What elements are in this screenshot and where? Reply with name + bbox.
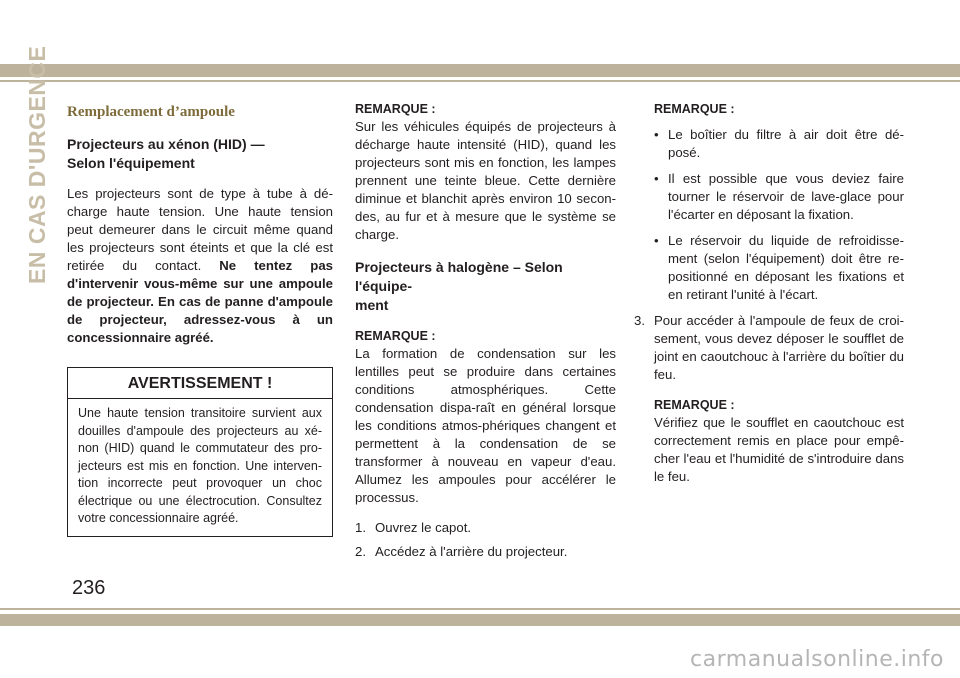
step-text: Ouvrez le capot.: [375, 520, 472, 535]
footer-color-band: [0, 614, 960, 626]
bullet-icon: •: [654, 127, 659, 142]
note-title: REMARQUE :: [355, 102, 436, 116]
bullet-icon: •: [654, 171, 659, 186]
note-title: REMARQUE :: [355, 329, 436, 343]
header-rule: [0, 80, 960, 82]
xenon-paragraph-text: Les projecteurs sont de type à tube à dé-charge haute tension. Une haute tension peut demeurer dans le circuit même quand les projecteurs sont éteints et que la clé est retirée du contact.: [67, 186, 333, 273]
page-number: 236: [72, 577, 106, 599]
note-text-seal: Vérifiez que le soufflet en caoutchouc est correctement remis en place pour empê-cher l'eau et l'humidité de s'introduire dans le feu.: [654, 415, 904, 484]
list-item: [654, 126, 904, 162]
subhead-xenon-line1: Projecteurs au xénon (HID) —: [67, 136, 265, 152]
column-1: [67, 100, 333, 537]
note-block: [634, 396, 904, 486]
bullet-text: Le réservoir du liquide de refroidisse-ment (selon l'équipement) doit être re-positionné en déposant les fixations et en retirant l'unité à l'écart.: [668, 233, 904, 302]
bullet-text: Le boîtier du filtre à air doit être dé-posé.: [668, 127, 904, 160]
bullet-icon: •: [654, 233, 659, 248]
step-text: Accédez à l'arrière du projecteur.: [375, 544, 568, 559]
step-number: 1.: [355, 520, 366, 535]
xenon-paragraph-bold: Ne tentez pas d'intervenir vous-même sur une ampoule de projecteur. En cas de panne d'ampoule de projecteur, adressez-vous à un concessionnaire agréé.: [67, 258, 333, 345]
watermark: carmanualsonline.info: [690, 647, 944, 672]
step-number: 2.: [355, 544, 366, 559]
warning-title: AVERTISSEMENT !: [68, 373, 332, 399]
list-item: [355, 519, 616, 537]
footer-rule: [0, 608, 960, 610]
step-text: Pour accéder à l'ampoule de feux de croi-sement, vous devez déposer le soufflet de joint en caoutchouc à l'arrière du boîtier du feu.: [654, 313, 904, 382]
note-title: REMARQUE :: [654, 398, 735, 412]
note-text-condensation: La formation de condensation sur les lentilles peut se produire dans certaines conditions atmosphériques. Cette condensation dispa-raît en général lorsque les conditions atmos-phériques changent et permettent à la condensation de se transformer à nouveau en vapeur d'eau. Allumez les ampoules pour accélérer le processus.: [355, 346, 616, 505]
header-band: [0, 0, 960, 77]
list-item: [634, 312, 904, 384]
section-title: Remplacement d’ampoule: [67, 104, 235, 120]
column-3: [634, 100, 904, 486]
subhead-halogen-line2: ment: [355, 297, 389, 313]
list-item: [355, 543, 616, 561]
xenon-paragraph: [67, 185, 333, 347]
side-chapter-title: EN CAS D'URGENCE: [24, 45, 50, 284]
column-2: [355, 100, 616, 567]
step-number: 3.: [634, 313, 645, 328]
header-color-band: [0, 64, 960, 77]
note-block: [634, 100, 904, 304]
note-title: REMARQUE :: [654, 102, 735, 116]
subhead-xenon-line2: Selon l'équipement: [67, 155, 195, 171]
warning-text: Une haute tension transitoire survient aux douilles d'ampoule des projecteurs au xé-non (HID) quand le commutateur des pro-jecteurs est mis en fonction. Une interven-tion incorrecte peut provoquer un choc électrique ou une électrocution. Consultez votre concessionnaire agréé.: [78, 406, 322, 525]
warning-box: [67, 367, 333, 537]
subhead-halogen-line1: Projecteurs à halogène – Selon l'équipe-: [355, 259, 563, 294]
bullet-text: Il est possible que vous deviez faire tourner le réservoir de lave-glace pour l'écarter en déposant la fixation.: [668, 171, 904, 222]
note-text-hid: Sur les véhicules équipés de projecteurs à décharge haute intensité (HID), quand les projecteurs sont mis en fonction, les lampes prennent une teinte bleue. Cette dernière diminue et blanchit après environ 10 secon-des, au fur et à mesure que le système se charge.: [355, 119, 616, 242]
list-item: [654, 170, 904, 224]
subhead-xenon: [67, 135, 333, 173]
list-item: [654, 232, 904, 304]
subhead-halogen: [355, 258, 616, 315]
